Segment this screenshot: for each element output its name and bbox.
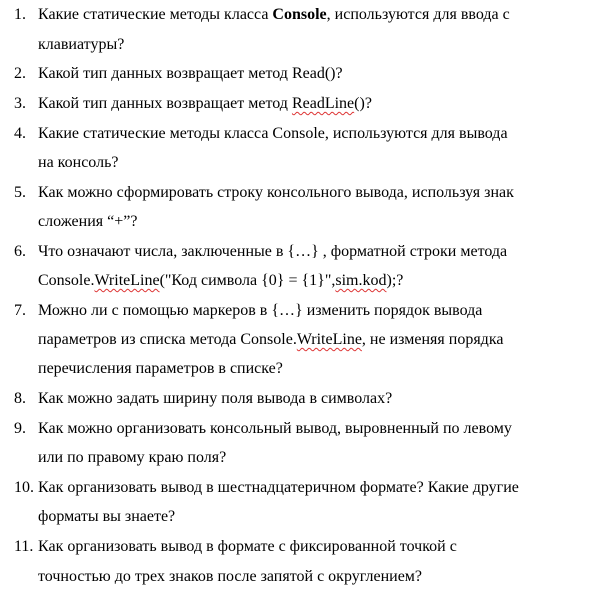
spellcheck-word: sim.kod	[335, 272, 387, 289]
spellcheck-word: ReadLine	[291, 95, 355, 112]
question-number: 2.	[14, 65, 26, 82]
question-number: 8.	[14, 390, 26, 407]
question-line: Как можно сформировать строку консольного вывода, используя знак	[38, 184, 514, 201]
question-text: Какие статические методы класса	[38, 6, 273, 23]
question-line: Можно ли с помощью маркеров в {…} изменить порядок вывода	[38, 302, 483, 319]
question-line: Как можно задать ширину поля вывода в символах?	[38, 390, 393, 407]
question-line: клавиатуры?	[38, 36, 125, 53]
question-text: );?	[386, 272, 404, 289]
question-line	[38, 4, 510, 26]
question-text: Console.	[38, 272, 95, 289]
question-line: перечисления параметров в списке?	[38, 360, 283, 377]
question-text: , не изменяя порядка	[361, 331, 504, 348]
question-number: 4.	[14, 125, 26, 142]
question-text: параметров из списка метода Console.	[38, 331, 297, 348]
question-line: форматы вы знаете?	[38, 508, 176, 525]
question-line: или по правому краю поля?	[38, 449, 227, 466]
question-number: 5.	[14, 184, 26, 201]
question-number: 3.	[14, 95, 26, 112]
question-text: , используются для ввода с	[326, 6, 510, 23]
question-text: ()?	[354, 95, 372, 112]
question-line	[38, 93, 372, 115]
question-line	[38, 270, 403, 292]
keyword-console: Console	[272, 6, 327, 23]
question-line: Какой тип данных возвращает метод Read()?	[38, 65, 343, 82]
spellcheck-word: WriteLine	[296, 331, 362, 348]
question-line: Как организовать вывод в формате с фиксированной точкой с	[38, 538, 457, 555]
question-number: 10.	[14, 479, 34, 496]
question-number: 6.	[14, 243, 26, 260]
question-line: Какие статические методы класса Console, используются для вывода	[38, 125, 508, 142]
question-number: 7.	[14, 302, 26, 319]
question-line: Как организовать вывод в шестнадцатеричном формате? Какие другие	[38, 479, 519, 496]
question-line: Что означают числа, заключенные в {…} , форматной строки метода	[38, 243, 508, 260]
question-line: на консоль?	[38, 154, 119, 171]
question-line	[38, 329, 503, 351]
question-text: Какой тип данных возвращает метод	[38, 95, 292, 112]
question-number: 1.	[14, 6, 26, 23]
question-number: 11.	[14, 538, 34, 555]
question-number: 9.	[14, 420, 26, 437]
question-line: точностью до трех знаков после запятой с округлением?	[38, 568, 423, 585]
spellcheck-word: WriteLine	[94, 272, 160, 289]
question-line: сложения “+”?	[38, 213, 138, 230]
question-line: Как можно организовать консольный вывод, выровненный по левому	[38, 420, 512, 437]
question-text: ("Код символа {0} = {1}",	[159, 272, 336, 289]
